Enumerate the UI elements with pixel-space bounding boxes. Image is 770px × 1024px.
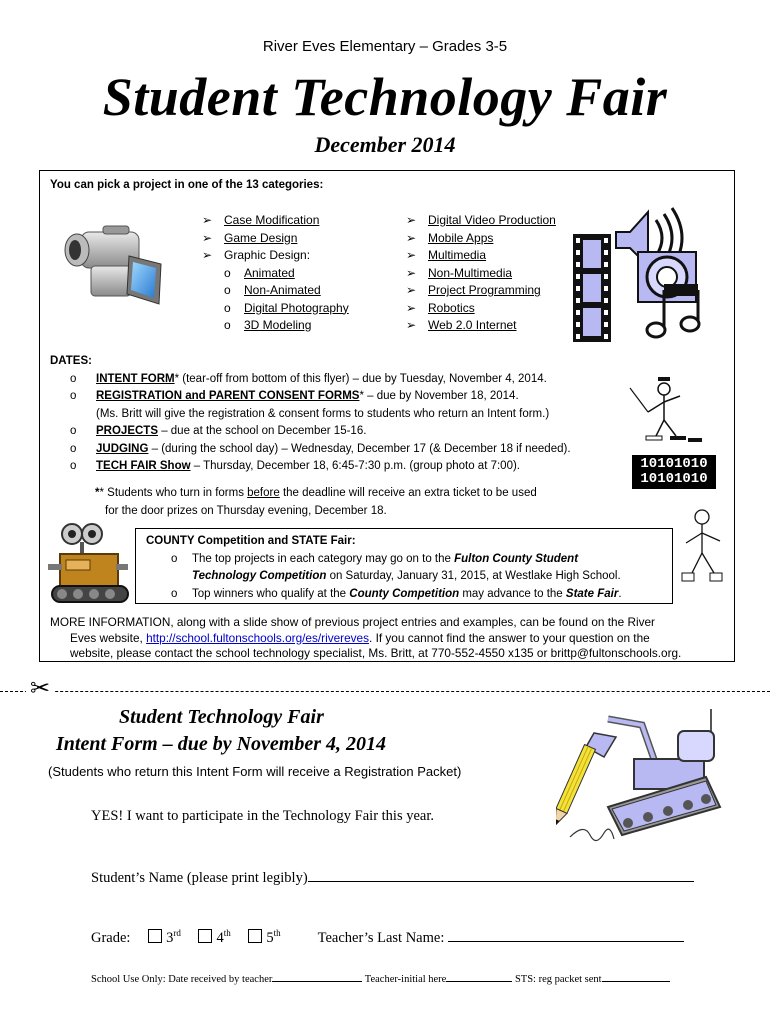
category-case-modification: ➢ Case Modification (202, 213, 320, 227)
grade-label: Grade: (91, 930, 131, 946)
multimedia-icon (568, 204, 718, 344)
date-intent-form: o INTENT FORM* (tear-off from bottom of this flyer) – due by Tuesday, November 4, 2014. (70, 372, 547, 385)
grade-5-checkbox[interactable] (248, 929, 262, 943)
student-name-row (91, 867, 711, 887)
cut-line (0, 691, 770, 692)
student-name-label: Student’s Name (please print legibly) (91, 870, 308, 886)
robot-icon (42, 520, 134, 608)
binary-icon: 10101010 10101010 (632, 455, 716, 489)
dates-heading: DATES: (50, 355, 92, 367)
early-forms-note: ** Students who turn in forms before the deadline will receive an extra ticket to be used for the door prizes on Thursday evening, December 18. (95, 487, 537, 517)
participate-statement: YES! I want to participate in the Technology Fair this year. (91, 808, 435, 824)
packet-sent-field[interactable] (602, 971, 670, 982)
form-title-1: Student Technology Fair (119, 706, 324, 728)
category-digital-photography: o Digital Photography (224, 300, 349, 315)
category-digital-video: ➢ Digital Video Production (406, 213, 556, 227)
county-item-2: o Top winners who qualify at the County Competition may advance to the State Fair. (171, 587, 622, 600)
teacher-name-field[interactable] (448, 927, 684, 942)
more-information: MORE INFORMATION, along with a slide show of previous project entries and examples, can be found on the River Eves website, http://school.fultonschools.org/es/rivereves. If you cannot find the answer to your question on the website, please contact the school technology specialist, Ms. Britt, at 770-552-4550 x135 or brittp@fultonschools.org. (50, 615, 682, 660)
grade-3-checkbox[interactable] (148, 929, 162, 943)
date-registration: o REGISTRATION and PARENT CONSENT FORMS* – due by November 18, 2014. (70, 390, 519, 402)
category-multimedia: ➢ Multimedia (406, 248, 487, 262)
date-tech-fair: o TECH FAIR Show – Thursday, December 18, 6:45-7:30 p.m. (group photo at 7:00). (70, 460, 520, 472)
category-list-2 (406, 212, 556, 335)
date-judging: o JUDGING – (during the school day) – Wednesday, December 17 (& December 18 if needed). (70, 442, 571, 455)
county-heading: COUNTY Competition and STATE Fair: (146, 535, 356, 547)
county-competition-box (135, 528, 673, 604)
category-3d-modeling: o 3D Modeling (224, 318, 312, 332)
student-name-field[interactable] (308, 867, 694, 882)
category-mobile-apps: ➢ Mobile Apps (406, 230, 494, 245)
county-item-1: o The top projects in each category may go on to the Fulton County Student Technology Competition on Saturday, January 31, 2015, at Westlake High School. (171, 552, 621, 582)
category-game-design: ➢ Game Design (202, 230, 298, 245)
teacher-initial-field[interactable] (446, 971, 512, 982)
stick-figure-2-icon (672, 505, 728, 587)
event-date: December 2014 (314, 132, 456, 157)
date-received-field[interactable] (272, 971, 362, 982)
dates-section (50, 353, 650, 476)
category-web-20: ➢ Web 2.0 Internet (406, 318, 517, 332)
category-project-programming: ➢ Project Programming (406, 283, 541, 297)
school-use-row: School Use Only: Date received by teacher Teacher-initial here STS: reg packet sent (91, 971, 721, 985)
registration-note: (Ms. Britt will give the registration & consent forms to students who return an Intent form.) (96, 407, 550, 420)
school-website-link[interactable]: http://school.fultonschools.org/es/rivereves (146, 630, 370, 645)
category-robotics: ➢ Robotics (406, 300, 475, 315)
page-title: Student Technology Fair (102, 67, 668, 127)
form-note: (Students who return this Intent Form will receive a Registration Packet) (48, 764, 462, 779)
category-non-multimedia: ➢ Non-Multimedia (406, 265, 513, 280)
date-projects: o PROJECTS – due at the school on December 15-16. (70, 425, 367, 437)
categories-intro: You can pick a project in one of the 13 categories: (50, 179, 324, 191)
category-animated: o Animated (224, 265, 295, 280)
video-camera-icon (63, 222, 167, 310)
teacher-label: Teacher’s Last Name: (317, 930, 445, 946)
category-list-1 (202, 212, 349, 335)
category-graphic-design: ➢ Graphic Design: (202, 248, 311, 262)
school-name: River Eves Elementary – Grades 3-5 (262, 38, 508, 55)
grade-row: Grade: 3rd 4th 5th Teacher’s Last Name: (91, 927, 711, 947)
category-non-animated: o Non-Animated (224, 283, 321, 297)
grade-4-checkbox[interactable] (198, 929, 212, 943)
form-title-2: Intent Form – due by November 4, 2014 (56, 733, 386, 755)
scissors-icon: ✂ (26, 676, 54, 702)
stick-figure-icon (620, 376, 710, 446)
robot-pencil-icon (556, 707, 726, 852)
